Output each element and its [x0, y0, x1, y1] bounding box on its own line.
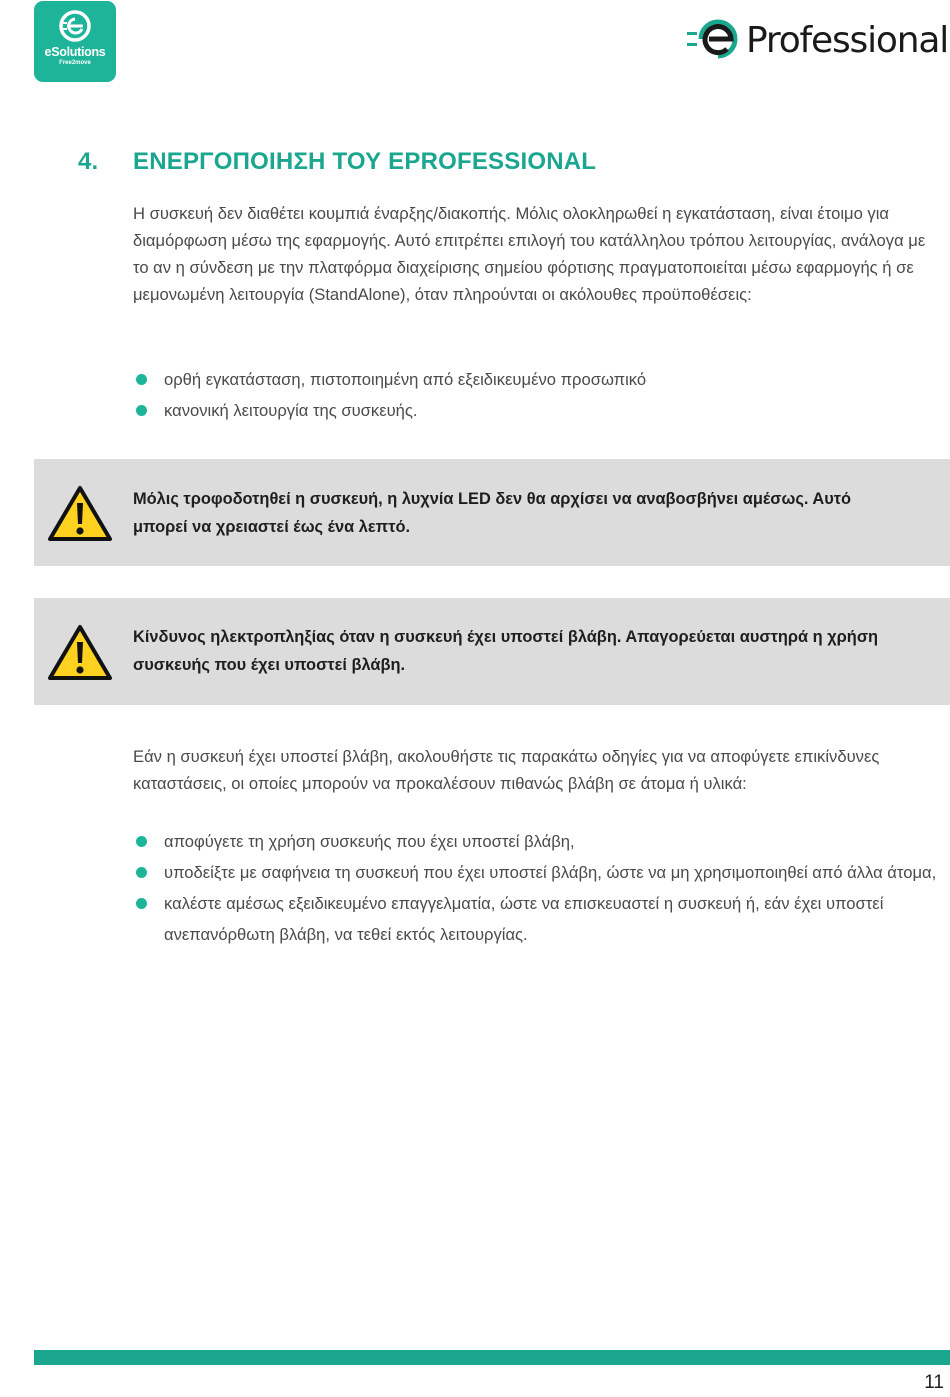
free2move-wordmark: Free2move	[59, 60, 91, 66]
bullet-dot-icon	[136, 836, 147, 847]
conditions-list	[133, 364, 943, 426]
list-item: αποφύγετε τη χρήση συσκευής που έχει υποστεί βλάβη,	[133, 826, 943, 857]
esolutions-logo	[34, 1, 116, 82]
warning-text: Μόλις τροφοδοτηθεί η συσκευή, η λυχνία LED δεν θα αρχίσει να αναβοσβήνει αμέσως. Αυτό μπορεί να χρειαστεί έως ένα λεπτό.	[133, 490, 852, 536]
list-item: υποδείξτε με σαφήνεια τη συσκευή που έχει υποστεί βλάβη, ώστε να μη χρησιμοποιηθεί από άλλα άτομα,	[133, 857, 943, 888]
bullet-dot-icon	[136, 898, 147, 909]
section-number: 4.	[78, 148, 99, 175]
list-item: κανονική λειτουργία της συσκευής.	[133, 395, 943, 426]
list-item: καλέστε αμέσως εξειδικευμένο επαγγελματία, ώστε να επισκευαστεί η συσκευή ή, εάν έχει υποστεί ανεπανόρθωτη βλάβη, να τεθεί εκτός λειτουργίας.	[133, 888, 943, 950]
warning-text: Κίνδυνος ηλεκτροπληξίας όταν η συσκευή έχει υποστεί βλάβη. Απαγορεύεται αυστηρά η χρήση συσκευής που έχει υποστεί βλάβη.	[133, 628, 879, 674]
warning-triangle-icon	[47, 484, 113, 542]
warning-box	[34, 598, 950, 705]
list-item: ορθή εγκατάσταση, πιστοποιημένη από εξειδικευμένο προσωπικό	[133, 364, 943, 395]
eprofessional-plug-icon	[687, 18, 749, 64]
page-number: 11	[924, 1372, 944, 1393]
warning-triangle-icon	[47, 623, 113, 681]
bullet-dot-icon	[136, 374, 147, 385]
intro-paragraph: Η συσκευή δεν διαθέτει κουμπιά έναρξης/διακοπής. Μόλις ολοκληρωθεί η εγκατάσταση, είναι έτοιμο για διαμόρφωση μέσω της εφαρμογής. Αυτό επιτρέπει επιλογή του κατάλληλου τρόπου λειτουργίας, ανάλογα με το αν η σύνδεση με την πλατφόρμα διαχείρισης σημείου φόρτισης πραγματοποιείται μέσω εφαρμογής ή σε μεμονωμένη λειτουργία (StandAlone), όταν πληρούνται οι ακόλουθες προϋποθέσεις:	[133, 204, 926, 304]
section-heading	[78, 148, 596, 176]
eprofessional-logo	[687, 18, 948, 64]
damage-paragraph: Εάν η συσκευή έχει υποστεί βλάβη, ακολουθήστε τις παρακάτω οδηγίες για να αποφύγετε επικίνδυνες καταστάσεις, οι οποίες μπορούν να προκαλέσουν πιθανώς βλάβη σε άτομα ή υλικά:	[133, 747, 880, 793]
esolutions-plug-icon	[58, 9, 92, 43]
bullet-dot-icon	[136, 867, 147, 878]
damage-steps-list	[133, 826, 943, 950]
section-title: ΕΝΕΡΓΟΠΟΙΗΣΗ ΤΟΥ EPROFESSIONAL	[133, 148, 597, 175]
esolutions-wordmark: eSolutions	[44, 45, 106, 59]
warning-box	[34, 459, 950, 566]
footer-bar	[34, 1350, 950, 1365]
bullet-dot-icon	[136, 405, 147, 416]
eprofessional-wordmark: Professional	[746, 20, 948, 61]
